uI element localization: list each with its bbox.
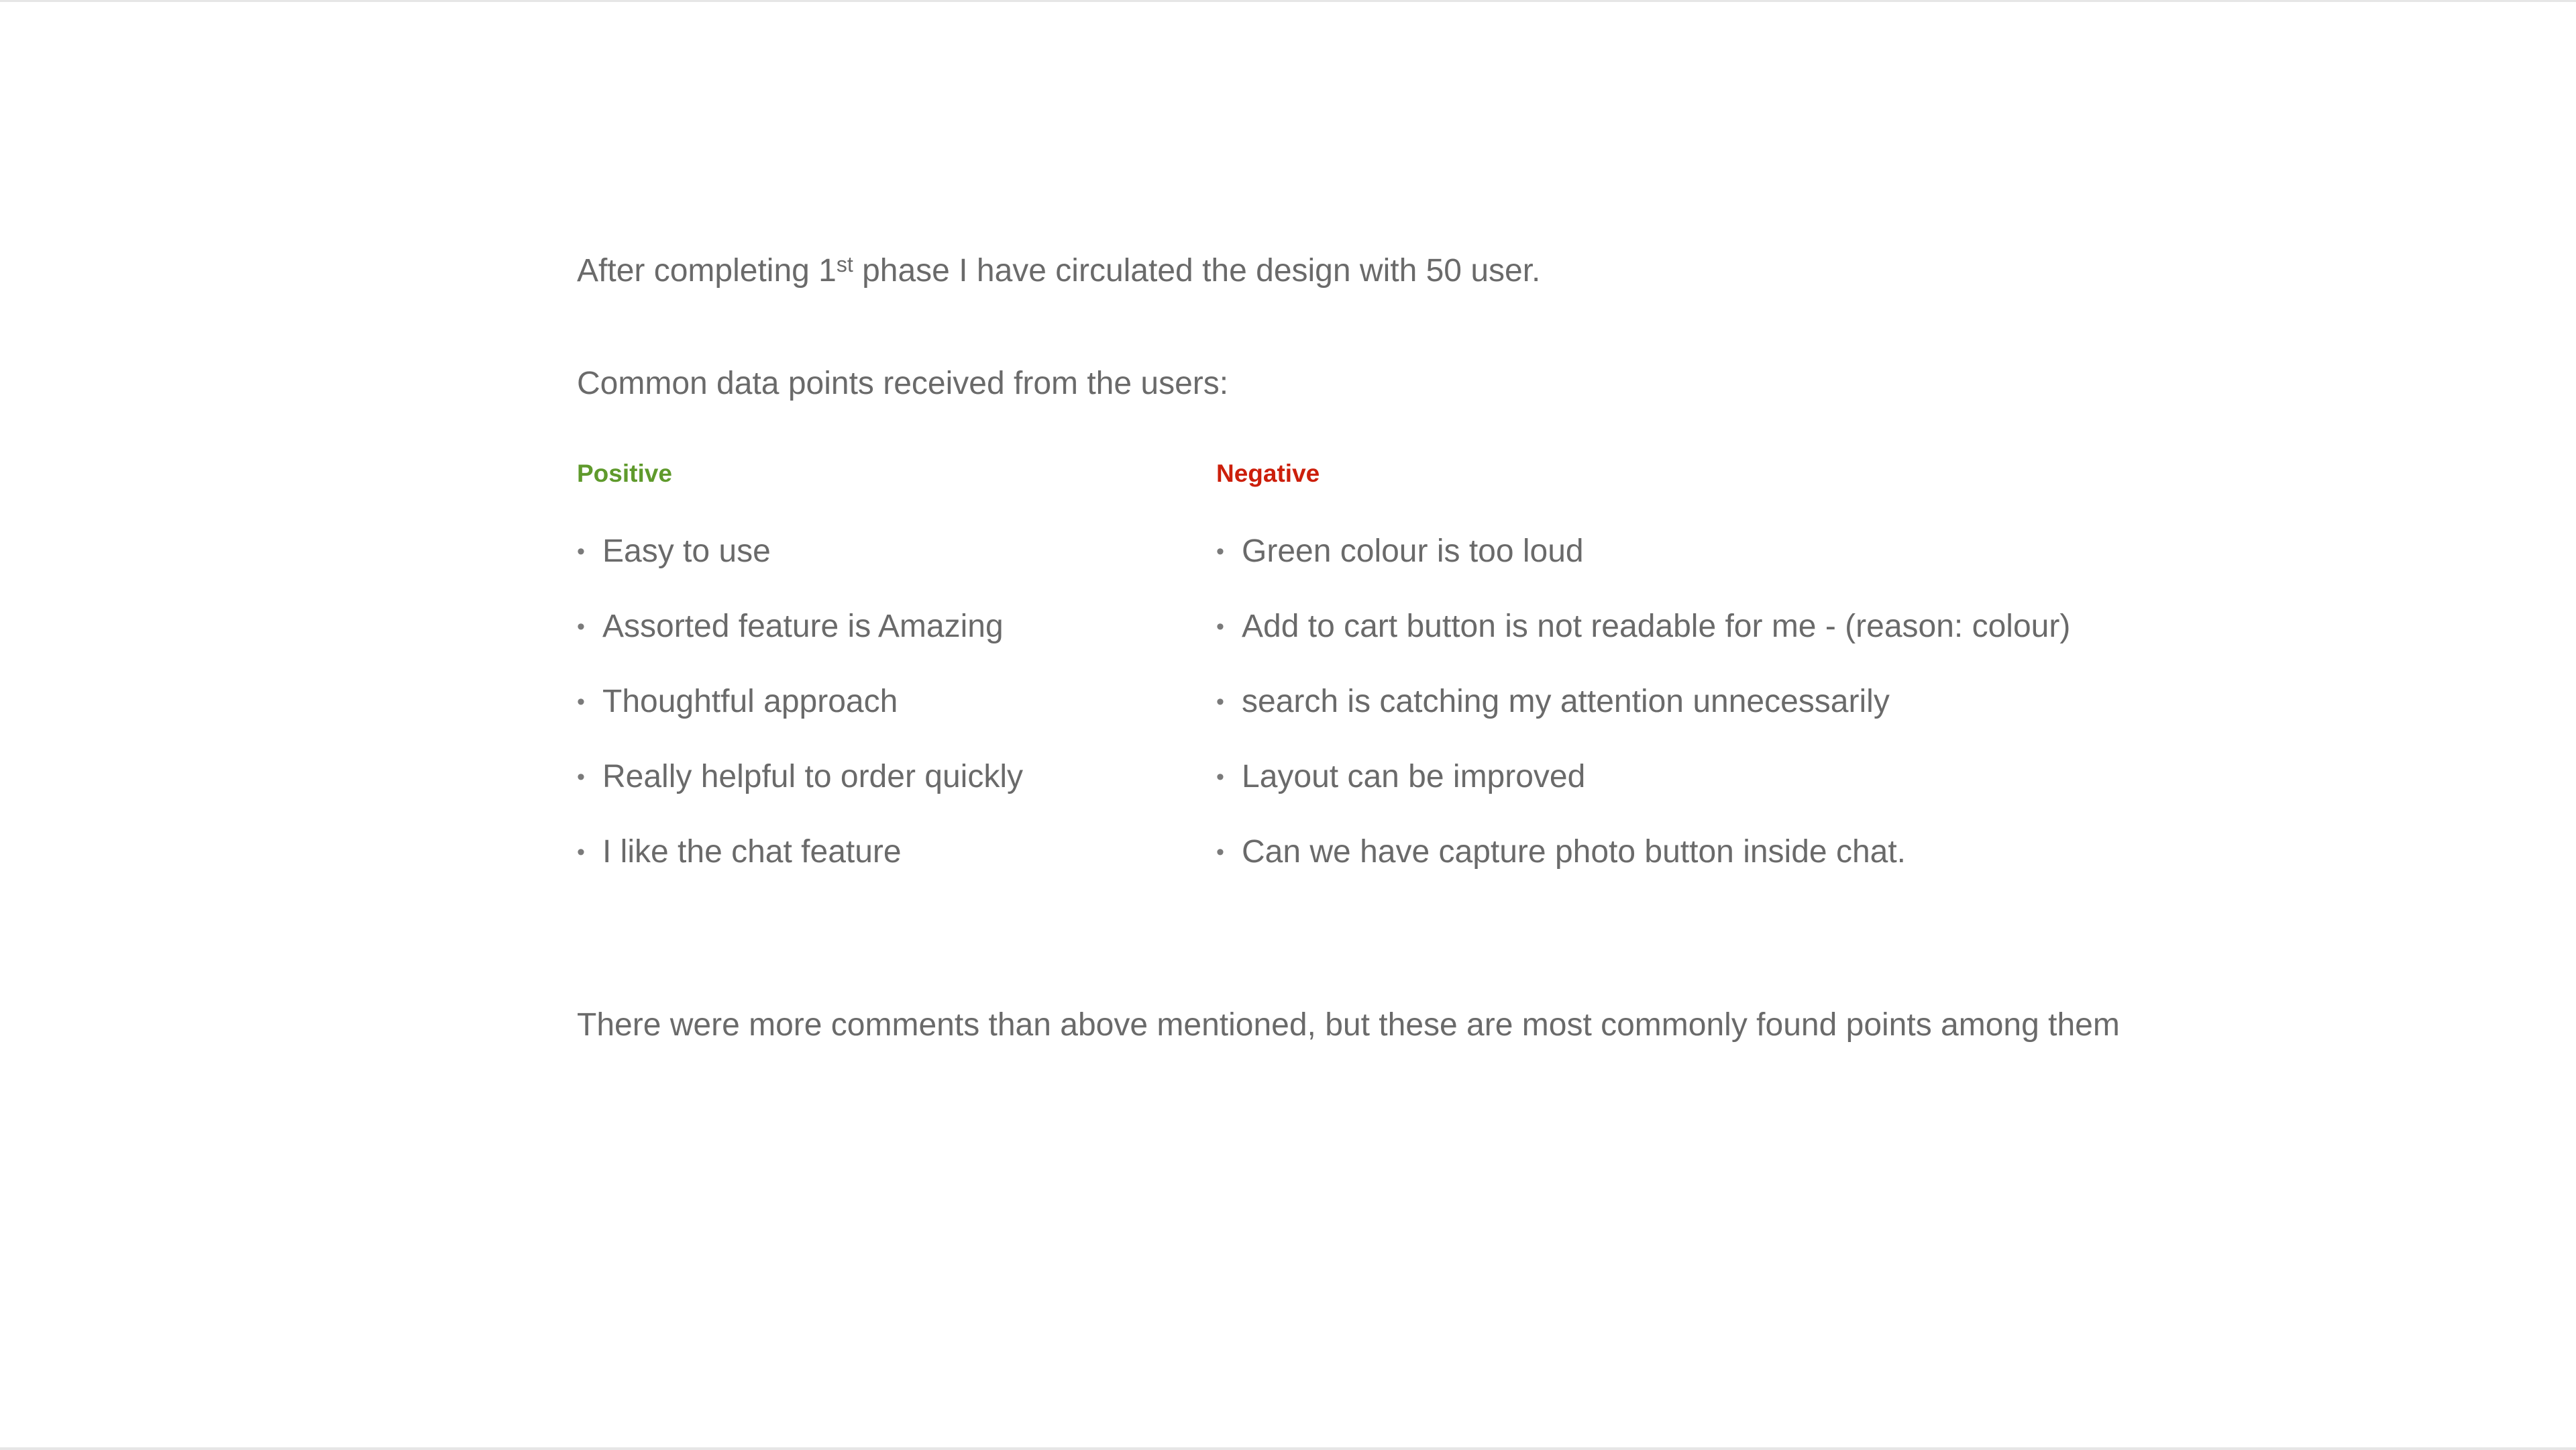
closing-text: There were more comments than above mentioned, but these are most commonly found points among them	[577, 1007, 2120, 1043]
bullet-icon: •	[577, 614, 585, 639]
list-item-text: search is catching my attention unnecessarily	[1242, 684, 1890, 719]
bullet-icon: •	[1216, 539, 1224, 564]
bottom-divider	[0, 1447, 2576, 1450]
bullet-icon: •	[577, 764, 585, 790]
bullet-icon: •	[1216, 839, 1224, 865]
list-item	[577, 530, 1023, 605]
negative-column	[1216, 456, 2071, 870]
top-divider	[0, 0, 2576, 2]
bullet-icon: •	[1216, 764, 1224, 790]
list-item-text: Add to cart button is not readable for me - (reason: colour)	[1242, 609, 2071, 644]
intro-text	[577, 250, 1540, 295]
list-item-text: Layout can be improved	[1242, 759, 1586, 794]
bullet-icon: •	[577, 539, 585, 564]
list-item-text: Thoughtful approach	[602, 684, 898, 719]
negative-title: Negative	[1216, 460, 1320, 487]
bullet-icon: •	[1216, 689, 1224, 715]
list-item-text: Easy to use	[602, 533, 771, 569]
list-item-text: I like the chat feature	[602, 834, 902, 870]
list-item-text: Assorted feature is Amazing	[602, 609, 1004, 644]
list-item	[1216, 756, 2070, 831]
common-heading: Common data points received from the users:	[577, 366, 1229, 401]
bullet-icon: •	[1216, 614, 1224, 639]
positive-title: Positive	[577, 460, 672, 487]
bullet-icon: •	[577, 839, 585, 865]
list-item	[577, 831, 1023, 906]
positive-list	[577, 530, 1023, 906]
list-item-text: Really helpful to order quickly	[602, 759, 1023, 794]
list-item	[1216, 831, 2070, 906]
list-item-text: Green colour is too loud	[1242, 533, 1584, 569]
negative-list	[1216, 530, 2070, 906]
positive-column	[577, 456, 1023, 870]
intro-after: phase I have circulated the design with 50 user.	[853, 253, 1541, 289]
list-item	[577, 756, 1023, 831]
intro-superscript: st	[836, 252, 853, 276]
list-item	[577, 605, 1023, 680]
list-item	[1216, 605, 2070, 680]
list-item	[1216, 680, 2070, 756]
list-item-text: Can we have capture photo button inside chat.	[1242, 834, 1906, 870]
list-item	[1216, 530, 2070, 605]
bullet-icon: •	[577, 689, 585, 715]
intro-before: After completing 1	[577, 253, 837, 289]
list-item	[577, 680, 1023, 756]
